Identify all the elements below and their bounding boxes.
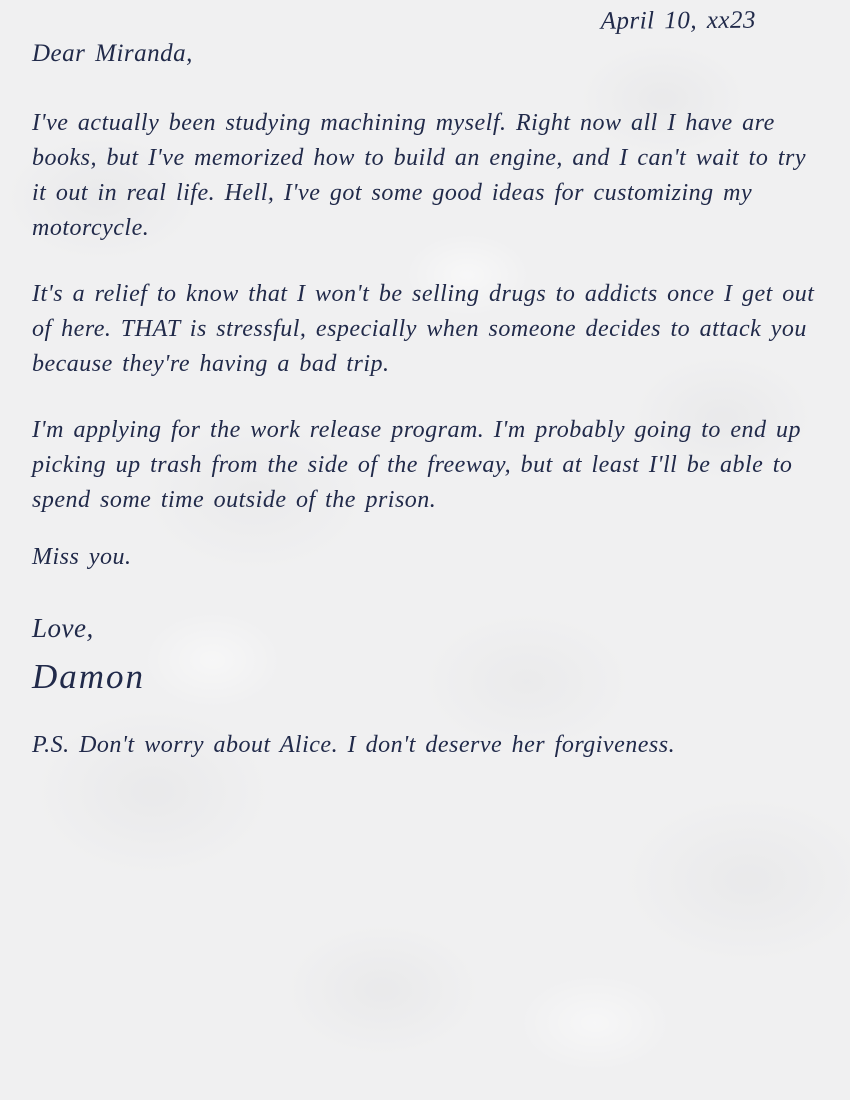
letter-salutation: Dear Miranda, [32, 40, 193, 67]
letter-date: April 10, xx23 [600, 6, 757, 35]
letter-paragraph-1: I've actually been studying machining myself. Right now all I have are books, but I've memorized how to build an engine, and I can't wait to try it out in real life. Hell, I've got some good ideas for customizing my motorcycle. [32, 110, 807, 241]
letter-postscript: P.S. Don't worry about Alice. I don't deserve her forgiveness. [32, 732, 676, 758]
letter-miss-you: Miss you. [32, 544, 132, 570]
letter-paragraph-3: I'm applying for the work release program. I'm probably going to end up picking up trash from the side of the freeway, but at least I'll be able to spend some time outside of the prison. [32, 417, 802, 513]
letter-signature: Damon [32, 657, 146, 696]
letter-closing: Love, [32, 613, 94, 643]
letter-paragraph-2: It's a relief to know that I won't be selling drugs to addicts once I get out of here. THAT is stressful, especially when someone decides to attack you because they're having a bad trip. [32, 281, 815, 377]
